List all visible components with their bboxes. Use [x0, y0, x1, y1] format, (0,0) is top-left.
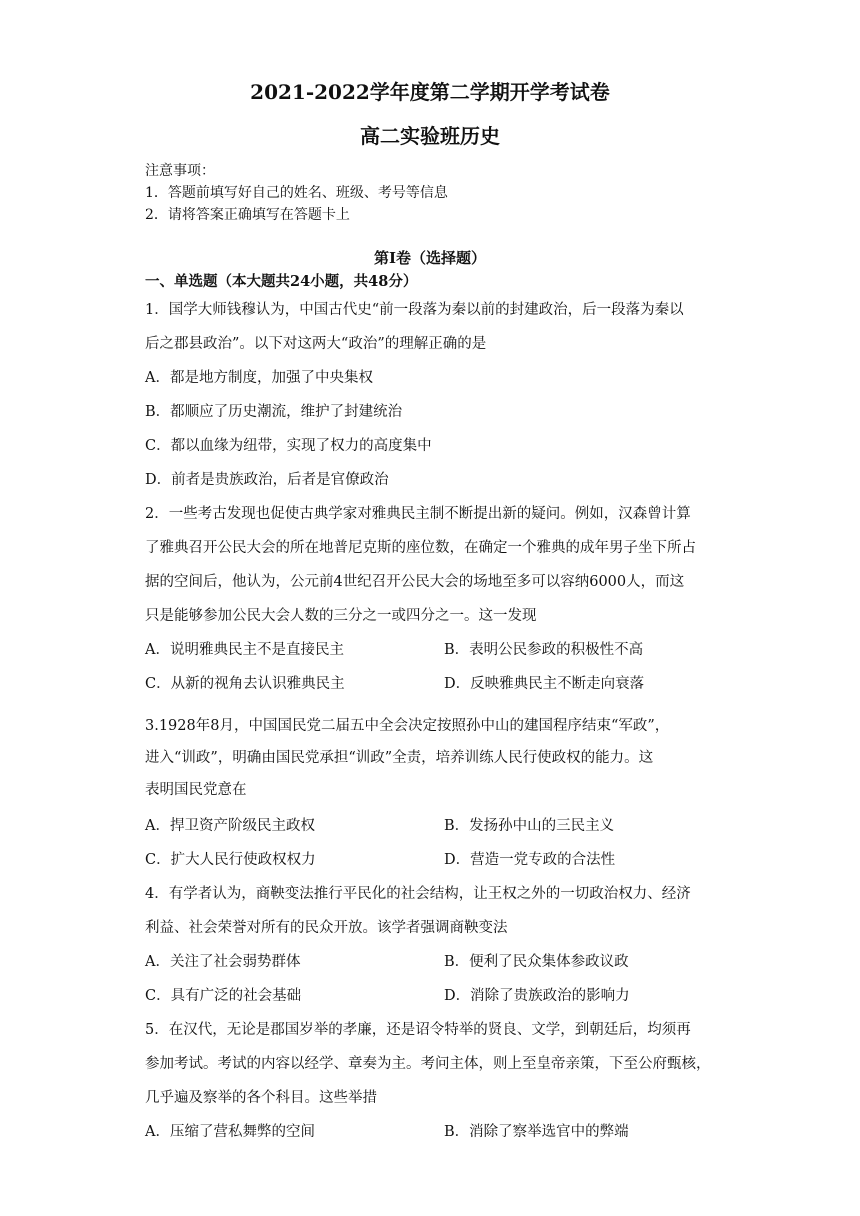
question-4-option-b: B．便利了民众集体参政议政: [444, 954, 629, 970]
question-3-option-c: C．扩大人民行使政权权力: [145, 852, 316, 868]
question-2-stem-line: 据的空间后，他认为，公元前4世纪召开公民大会的场地至多可以容纳6000人，而这: [145, 574, 685, 590]
question-2-stem-line: 了雅典召开公民大会的所在地普尼克斯的座位数，在确定一个雅典的成年男子坐下所占: [145, 540, 696, 556]
notes-item: 2．请将答案正确填写在答题卡上: [145, 207, 350, 223]
section-title: 第Ⅰ卷（选择题）: [373, 249, 487, 267]
notes-heading: 注意事项：: [145, 163, 215, 179]
exam-subtitle: 高二实验班历史: [360, 124, 500, 148]
question-3-option-d: D．营造一党专政的合法性: [444, 852, 616, 868]
question-3-option-a: A．捍卫资产阶级民主政权: [145, 818, 315, 834]
question-3-stem-line: 进入“训政”，明确由国民党承担“训政”全责，培养训练人民行使政权的能力。这: [145, 750, 654, 766]
question-5-stem-line: 参加考试。考试的内容以经学、章奏为主。考问主体，则上至皇帝亲策，下至公府甄核，: [145, 1056, 711, 1072]
question-2-stem-line: 2．一些考古发现也促使古典学家对雅典民主制不断提出新的疑问。例如，汉森曾计算: [145, 506, 691, 522]
question-5-stem-line: 5．在汉代，无论是郡国岁举的孝廉，还是诏令特举的贤良、文学，到朝廷后，均须再: [145, 1022, 691, 1038]
question-4-stem-line: 利益、社会荣誉对所有的民众开放。该学者强调商鞅变法: [145, 920, 508, 936]
question-4-stem-line: 4．有学者认为，商鞅变法推行平民化的社会结构，让王权之外的一切政治权力、经济: [145, 886, 691, 902]
question-1-option-b: B．都顺应了历史潮流，维护了封建统治: [145, 404, 403, 420]
question-2-option-c: C．从新的视角去认识雅典民主: [145, 676, 345, 692]
question-4-option-a: A．关注了社会弱势群体: [145, 954, 301, 970]
notes-block: [145, 160, 448, 226]
question-2-stem-line: 只是能够参加公民大会人数的三分之一或四分之一。这一发现: [145, 608, 537, 624]
question-5-stem-line: 几乎遍及察举的各个科目。这些举措: [145, 1090, 377, 1106]
question-2-option-a: A．说明雅典民主不是直接民主: [145, 642, 344, 658]
question-5-option-a: A．压缩了营私舞弊的空间: [145, 1124, 315, 1140]
question-4-option-c: C．具有广泛的社会基础: [145, 988, 302, 1004]
question-4-option-d: D．消除了贵族政治的影响力: [444, 988, 630, 1004]
question-1-stem-line: 1．国学大师钱穆认为，中国古代史“前一段落为秦以前的封建政治，后一段落为秦以: [145, 302, 684, 318]
question-1-stem-line: 后之郡县政治”。以下对这两大“政治”的理解正确的是: [145, 336, 487, 352]
question-1-option-c: C．都以血缘为纽带，实现了权力的高度集中: [145, 438, 432, 454]
question-2-option-d: D．反映雅典民主不断走向衰落: [444, 676, 645, 692]
question-2-option-b: B．表明公民参政的积极性不高: [444, 642, 644, 658]
question-3-option-b: B．发扬孙中山的三民主义: [444, 818, 615, 834]
question-1-option-d: D．前者是贵族政治，后者是官僚政治: [145, 472, 389, 488]
section-subtitle: 一、单选题（本大题共24小题，共48分）: [145, 273, 418, 290]
notes-item: 1．答题前填写好自己的姓名、班级、考号等信息: [145, 185, 448, 201]
exam-title: 2021-2022学年度第二学期开学考试卷: [250, 80, 610, 104]
question-3-stem-line: 表明国民党意在: [145, 782, 247, 798]
question-3-stem-line: 3.1928年8月，中国国民党二届五中全会决定按照孙中山的建国程序结束“军政”，: [145, 718, 670, 734]
question-5-option-b: B．消除了察举选官中的弊端: [444, 1124, 629, 1140]
question-1-option-a: A．都是地方制度，加强了中央集权: [145, 370, 373, 386]
